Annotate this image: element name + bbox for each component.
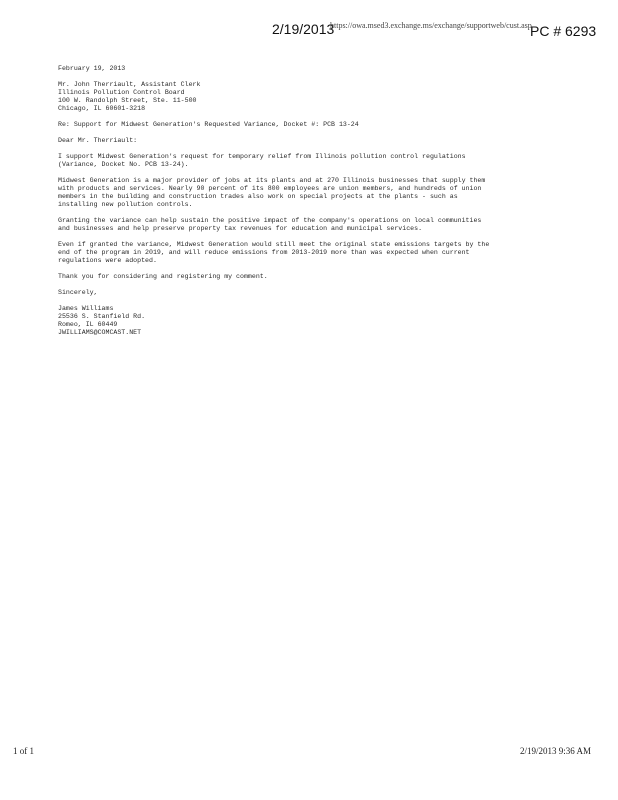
paragraph: [58, 241, 558, 265]
signature-block: [58, 305, 558, 337]
signature-line: 25536 S. Stanfield Rd.: [58, 313, 146, 320]
salutation: Dear Mr. Therriault:: [58, 137, 138, 144]
paragraph-line: Granting the variance can help sustain the positive impact of the company's operations on local communities: [58, 217, 482, 224]
paragraph: [58, 153, 558, 169]
recipient-line: Mr. John Therriault, Assistant Clerk: [58, 81, 201, 88]
recipient-address: [58, 81, 558, 113]
paragraph-line: regulations were adopted.: [58, 257, 157, 264]
print-date: 2/19/2013: [272, 21, 335, 37]
signature-line: Romeo, IL 60449: [58, 321, 118, 328]
paragraph-line: I support Midwest Generation's request for temporary relief from Illinois pollution control regulations: [58, 153, 466, 160]
paragraph-line: with products and services. Nearly 90 percent of its 800 employees are union members, and hundreds of union: [58, 185, 482, 192]
letter-date: February 19, 2013: [58, 65, 126, 72]
recipient-line: Illinois Pollution Control Board: [58, 89, 185, 96]
paragraph-line: and businesses and help preserve property tax revenues for education and municipal services.: [58, 225, 423, 232]
signature-line: JWILLIAMS@COMCAST.NET: [58, 329, 142, 336]
print-url: https://owa.msed3.exchange.ms/exchange/supportweb/cust.asp: [330, 21, 532, 30]
paragraph: [58, 217, 558, 233]
signature-line: James Williams: [58, 305, 114, 312]
letter-body: [58, 65, 558, 337]
closing: Sincerely,: [58, 289, 98, 296]
paragraph-line: (Variance, Docket No. PCB 13-24).: [58, 161, 189, 168]
paragraph-line: Even if granted the variance, Midwest Generation would still meet the original state emissions targets by the: [58, 241, 490, 248]
paragraph-line: Midwest Generation is a major provider of jobs at its plants and at 270 Illinois businesses that supply them: [58, 177, 486, 184]
paragraph: [58, 273, 558, 281]
subject-line: Re: Support for Midwest Generation's Requested Variance, Docket #: PCB 13-24: [58, 121, 359, 128]
paragraph-line: members in the building and construction trades also work on special projects at the plants - such as: [58, 193, 458, 200]
paragraph-line: installing new pollution controls.: [58, 201, 193, 208]
print-timestamp: 2/19/2013 9:36 AM: [520, 746, 592, 756]
recipient-line: Chicago, IL 60601-3218: [58, 105, 146, 112]
paragraph-line: end of the program in 2019, and will reduce emissions from 2013-2019 more than was expected when current: [58, 249, 470, 256]
paragraph: [58, 177, 558, 209]
recipient-line: 100 W. Randolph Street, Ste. 11-500: [58, 97, 197, 104]
page-count: 1 of 1: [13, 746, 34, 756]
public-comment-number: PC # 6293: [530, 23, 597, 39]
paragraph-line: Thank you for considering and registering my comment.: [58, 273, 268, 280]
